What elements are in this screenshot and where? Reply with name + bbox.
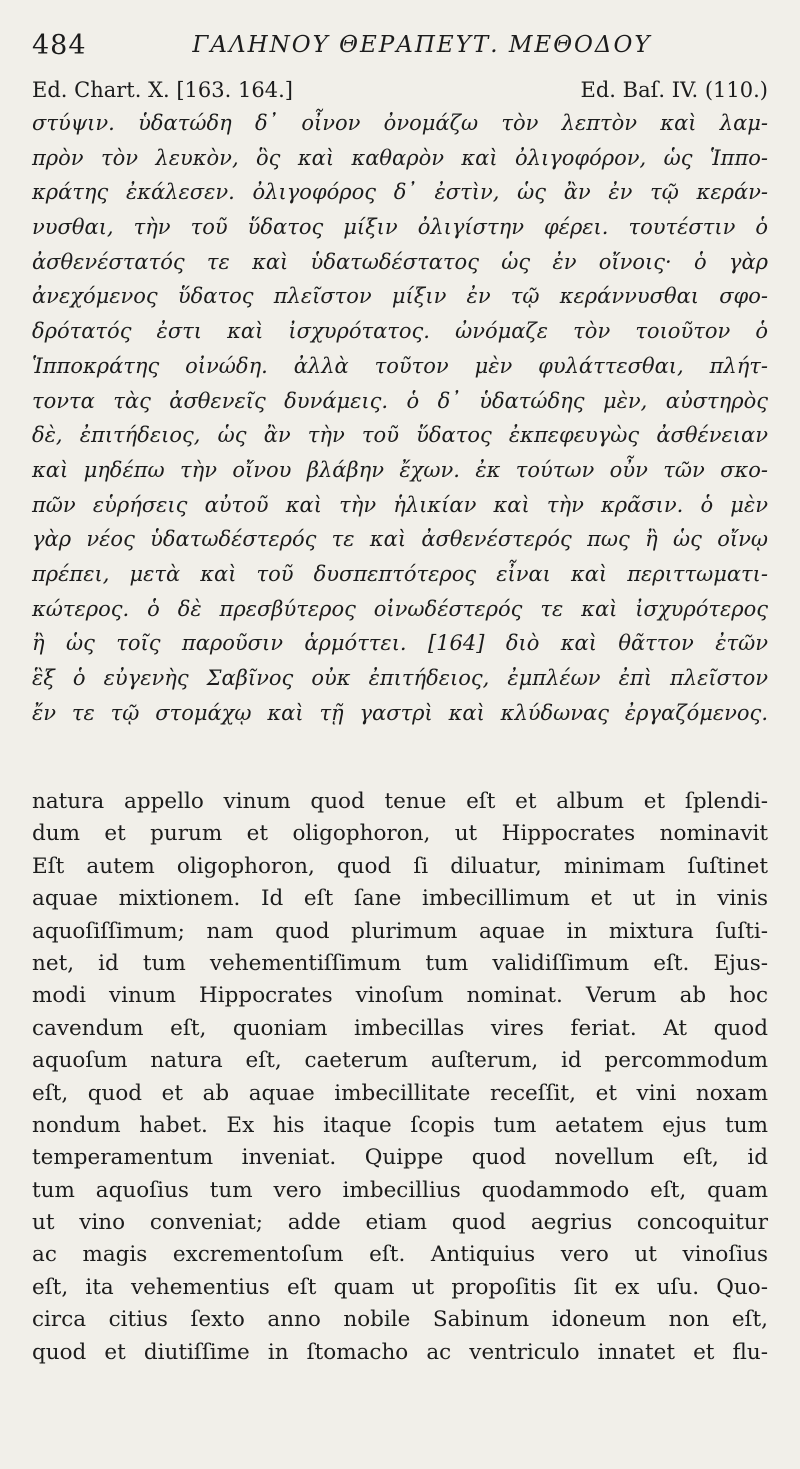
greek-text-line: κράτης ἐκάλεσεν. ὀλιγοφόρος δ᾽ ἐστὶν, ὡς ἂν ἐν τῷ κεράν- <box>32 180 768 205</box>
latin-text-block <box>32 786 768 1369</box>
latin-text-line: cavendum eſt, quoniam imbecillas vires feriat. At quod <box>32 1015 768 1041</box>
greek-text-line: ἓξ ὁ εὐγενὴς Σαβῖνος οὐκ ἐπιτήδειος, ἐμπλέων ἐπὶ πλεῖστον <box>32 666 768 690</box>
running-head <box>32 30 772 66</box>
greek-text-line: πρὸν τὸν λευκὸν, ὃς καὶ καθαρὸν καὶ ὀλιγοφόρον, ὡς Ἱππο- <box>32 145 768 170</box>
latin-text-line: Eſt autem oligophoron, quod ſi diluatur, minimam ſuſtinet <box>32 853 768 879</box>
latin-text-line: net, id tum vehementiſſimum tum validiſſimum eſt. Ejus- <box>32 950 768 976</box>
latin-text-line: dum et purum et oligophoron, ut Hippocrates nominavit <box>32 821 768 847</box>
latin-text-line: quod et diutiſſime in ſtomacho ac ventriculo innatet et flu- <box>32 1339 768 1365</box>
greek-text-line: στύψιν. ὑδατώδη δ᾽ οἶνον ὀνομάζω τὸν λεπτὸν καὶ λαμ- <box>32 111 768 135</box>
greek-text-line: ἀνεχόμενος ὕδατος πλεῖστον μίξιν ἐν τῷ κεράννυσθαι σφο- <box>32 284 768 309</box>
latin-text-line: ut vino conveniat; adde etiam quod aegrius concoquitur <box>32 1210 768 1236</box>
greek-text-line: καὶ μηδέπω τὴν οἴνου βλάβην ἔχων. ἐκ τούτων οὖν τῶν σκο- <box>32 457 768 482</box>
page-number: 484 <box>32 30 87 61</box>
greek-text-line: ἀσθενέστατός τε καὶ ὑδατωδέστατος ὡς ἐν οἴνοις· ὁ γὰρ <box>32 249 768 274</box>
latin-text-line: tum aquoſius tum vero imbecillius quodammodo eſt, quam <box>32 1177 768 1203</box>
greek-text-line: ἢ ὡς τοῖς παροῦσιν ἁρμόττει. [164] διὸ καὶ θᾶττον ἐτῶν <box>32 631 768 656</box>
latin-text-line: natura appello vinum quod tenue eſt et album et ſplendi- <box>32 789 768 814</box>
greek-text-line: Ἱπποκράτης οἰνώδη. ἀλλὰ τοῦτον μὲν φυλάττεσθαι, πλήτ- <box>32 353 768 378</box>
latin-text-line: aquae mixtionem. Id eſt ſane imbecillimum et ut in vinis <box>32 886 768 912</box>
running-title: ΓΑΛΗΝΟΥ ΘΕΡΑΠΕΥΤ. ΜΕΘΟΔΟΥ <box>192 32 652 58</box>
greek-text-line: τοντα τὰς ἀσθενεῖς δυνάμεις. ὁ δ᾽ ὑδατώδης μὲν, αὐστηρὸς <box>32 388 768 413</box>
latin-text-line: eſt, quod et ab aquae imbecillitate receſſit, et vini noxam <box>32 1080 768 1106</box>
edition-reference-line <box>32 78 768 108</box>
greek-text-line: πρέπει, μετὰ καὶ τοῦ δυσπεπτότερος εἶναι καὶ περιττωματι- <box>32 561 768 586</box>
greek-text-line: δρότατός ἐστι καὶ ἰσχυρότατος. ὠνόμαζε τὸν τοιοῦτον ὁ <box>32 319 768 344</box>
greek-text-line: ἔν τε τῷ στομάχῳ καὶ τῇ γαστρὶ καὶ κλύδωνας ἐργαζόμενος. <box>32 700 768 725</box>
latin-text-line: aquoſiſſimum; nam quod plurimum aquae in mixtura ſuſti- <box>32 918 768 944</box>
latin-text-line: temperamentum inveniat. Quippe quod novellum eſt, id <box>32 1145 768 1171</box>
greek-text-line: κώτερος. ὁ δὲ πρεσβύτερος οἰνωδέστερός τε καὶ ἰσχυρότερος <box>32 596 768 621</box>
latin-text-line: circa citius ſexto anno nobile Sabinum idoneum non eſt, <box>32 1307 768 1333</box>
latin-text-line: aquoſum natura eſt, caeterum auſterum, id percommodum <box>32 1048 768 1074</box>
greek-text-line: δὲ, ἐπιτήδειος, ὡς ἂν τὴν τοῦ ὕδατος ἐκπεφευγὼς ἀσθένειαν <box>32 423 768 448</box>
latin-text-line: modi vinum Hippocrates vinoſum nominat. Verum ab hoc <box>32 983 768 1009</box>
greek-text-block <box>32 106 768 730</box>
latin-text-line: ac magis excrementoſum eſt. Antiquius vero ut vinoſius <box>32 1242 768 1268</box>
latin-text-line: nondum habet. Ex his itaque ſcopis tum aetatem ejus tum <box>32 1112 768 1138</box>
edition-chartier-reference: Ed. Chart. X. [163. 164.] <box>32 78 293 102</box>
greek-text-line: πῶν εὑρήσεις αὐτοῦ καὶ τὴν ἡλικίαν καὶ τὴν κρᾶσιν. ὁ μὲν <box>32 492 768 517</box>
edition-basel-reference: Ed. Baſ. IV. (110.) <box>580 78 768 102</box>
greek-text-line: νυσθαι, τὴν τοῦ ὕδατος μίξιν ὀλιγίστην φέρει. τουτέστιν ὁ <box>32 215 768 240</box>
latin-text-line: eſt, ita vehementius eſt quam ut propoſitis ſit ex uſu. Quo- <box>32 1274 768 1300</box>
greek-text-line: γὰρ νέος ὑδατωδέστερός τε καὶ ἀσθενέστερός πως ἢ ὡς οἴνῳ <box>32 527 768 552</box>
